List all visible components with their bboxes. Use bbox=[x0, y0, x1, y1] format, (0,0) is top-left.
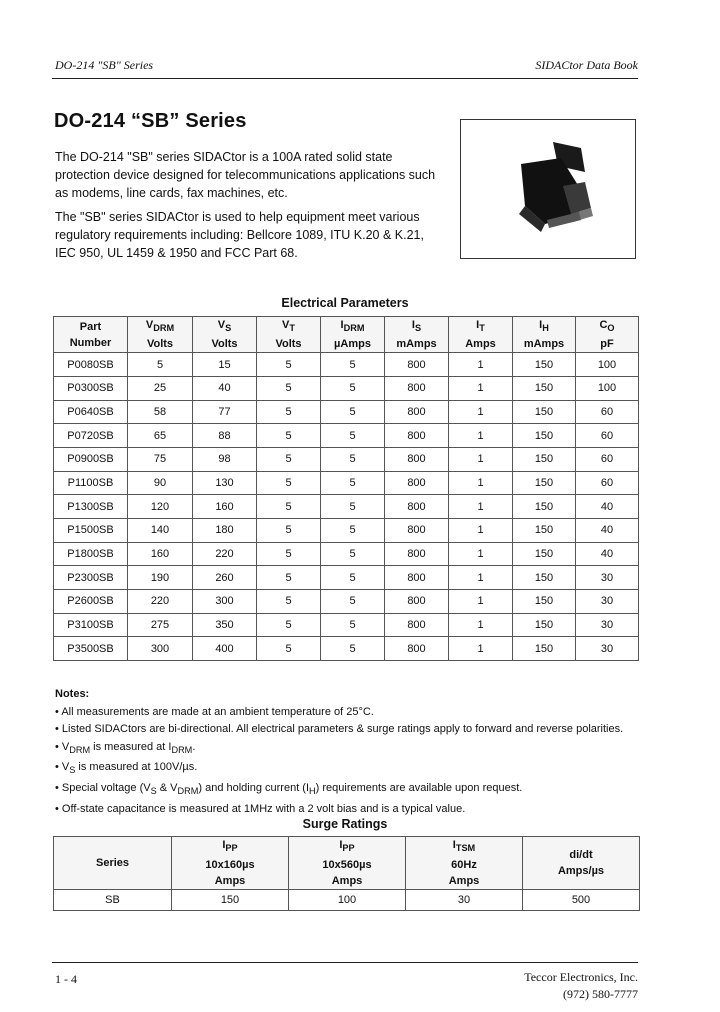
table-cell: 150 bbox=[513, 447, 576, 471]
table-cell: 5 bbox=[321, 590, 385, 614]
table-cell: 300 bbox=[193, 590, 257, 614]
table-cell: 5 bbox=[257, 353, 321, 377]
table-cell: 1 bbox=[449, 495, 513, 519]
table-cell: 1 bbox=[449, 353, 513, 377]
table-cell: 150 bbox=[172, 890, 289, 911]
table-cell: 5 bbox=[257, 471, 321, 495]
table-cell: 5 bbox=[257, 566, 321, 590]
surge-header-row bbox=[54, 837, 640, 890]
company-name: Teccor Electronics, Inc. bbox=[524, 970, 638, 984]
table-row bbox=[54, 637, 639, 661]
table-cell: 30 bbox=[576, 566, 639, 590]
table-cell: 150 bbox=[513, 353, 576, 377]
table-cell: 190 bbox=[128, 566, 193, 590]
table-cell: 1 bbox=[449, 542, 513, 566]
running-header-right: SIDACtor Data Book bbox=[535, 58, 638, 72]
smd-package-image bbox=[461, 120, 635, 258]
table-cell: 140 bbox=[128, 519, 193, 543]
table-row bbox=[54, 495, 639, 519]
electrical-parameters-table bbox=[53, 316, 639, 661]
page-title: DO-214 “SB” Series bbox=[54, 110, 247, 132]
company-phone: (972) 580-7777 bbox=[563, 987, 638, 1001]
note-item: • Off-state capacitance is measured at 1MHz with a 2 volt bias and is a typical value. bbox=[55, 802, 466, 815]
table-cell: 800 bbox=[385, 613, 449, 637]
table-cell: 800 bbox=[385, 566, 449, 590]
table-cell: 800 bbox=[385, 471, 449, 495]
table-cell: 800 bbox=[385, 353, 449, 377]
table-row bbox=[54, 376, 639, 400]
note-item: • Special voltage ($V_S$ & $V_{DRM}$) and holding current $(I_H)$ requirements are available upon request. bbox=[55, 781, 523, 797]
table-row bbox=[54, 471, 639, 495]
column-header: Series bbox=[54, 837, 172, 890]
table-cell: 5 bbox=[321, 400, 385, 424]
table-cell: SB bbox=[54, 890, 172, 911]
table-cell: 220 bbox=[193, 542, 257, 566]
table-cell: 5 bbox=[257, 519, 321, 543]
table-cell: 5 bbox=[321, 424, 385, 448]
table-row bbox=[54, 890, 640, 911]
table-row bbox=[54, 353, 639, 377]
table-cell: 150 bbox=[513, 542, 576, 566]
table-cell: 1 bbox=[449, 519, 513, 543]
table-cell: 30 bbox=[576, 590, 639, 614]
table-cell: 1 bbox=[449, 376, 513, 400]
table-cell: 5 bbox=[257, 400, 321, 424]
table-cell: 5 bbox=[257, 495, 321, 519]
part-number-cell: P0080SB bbox=[54, 353, 128, 377]
table-cell: 120 bbox=[128, 495, 193, 519]
table-row bbox=[54, 613, 639, 637]
surge-ratings-table bbox=[53, 836, 640, 911]
table-cell: 130 bbox=[193, 471, 257, 495]
table-cell: 1 bbox=[449, 566, 513, 590]
table-cell: 1 bbox=[449, 637, 513, 661]
part-number-cell: P0900SB bbox=[54, 447, 128, 471]
table-cell: 5 bbox=[257, 590, 321, 614]
table-cell: 60 bbox=[576, 400, 639, 424]
table-cell: 150 bbox=[513, 613, 576, 637]
table-cell: 15 bbox=[193, 353, 257, 377]
table-cell: 800 bbox=[385, 424, 449, 448]
table-cell: 58 bbox=[128, 400, 193, 424]
note-item: • Listed SIDACtors are bi-directional. All electrical parameters & surge ratings apply to forward and reverse polarities. bbox=[55, 723, 624, 735]
column-header: $I_S$ mAmps bbox=[385, 317, 449, 353]
part-number-cell: P2300SB bbox=[54, 566, 128, 590]
column-header: $I_{DRM}$ µAmps bbox=[321, 317, 385, 353]
table-cell: 5 bbox=[321, 566, 385, 590]
table-cell: 150 bbox=[513, 495, 576, 519]
intro-paragraph-2: The "SB" series SIDACtor is used to help equipment meet various regulatory requirements including: Bellcore 1089, ITU K.20 & K.21, IEC 950, UL 1459 & 1950 and FCC Part 68. bbox=[55, 210, 424, 260]
table-cell: 40 bbox=[576, 519, 639, 543]
table-cell: 60 bbox=[576, 424, 639, 448]
footer-rule bbox=[52, 962, 638, 963]
part-number-cell: P3100SB bbox=[54, 613, 128, 637]
table-cell: 800 bbox=[385, 542, 449, 566]
table-cell: 60 bbox=[576, 447, 639, 471]
column-header: di/dt Amps/µs bbox=[523, 837, 640, 890]
table-row bbox=[54, 400, 639, 424]
part-number-cell: P1500SB bbox=[54, 519, 128, 543]
table-cell: 275 bbox=[128, 613, 193, 637]
column-header: $V_{DRM}$ Volts bbox=[128, 317, 193, 353]
table-cell: 90 bbox=[128, 471, 193, 495]
table-cell: 5 bbox=[321, 637, 385, 661]
table-cell: 350 bbox=[193, 613, 257, 637]
table-cell: 160 bbox=[193, 495, 257, 519]
table-cell: 150 bbox=[513, 566, 576, 590]
table-cell: 40 bbox=[576, 542, 639, 566]
table-cell: 500 bbox=[523, 890, 640, 911]
table-cell: 5 bbox=[257, 542, 321, 566]
table-cell: 5 bbox=[321, 519, 385, 543]
electrical-header-row bbox=[54, 317, 639, 353]
column-header: $I_{TSM}$ 60Hz Amps bbox=[406, 837, 523, 890]
table-cell: 30 bbox=[406, 890, 523, 911]
table-cell: 180 bbox=[193, 519, 257, 543]
table-cell: 1 bbox=[449, 400, 513, 424]
notes bbox=[55, 686, 655, 818]
table-cell: 5 bbox=[321, 471, 385, 495]
table-cell: 150 bbox=[513, 519, 576, 543]
table-cell: 220 bbox=[128, 590, 193, 614]
table-row bbox=[54, 424, 639, 448]
table-cell: 100 bbox=[576, 353, 639, 377]
table-row bbox=[54, 519, 639, 543]
header-rule bbox=[52, 78, 638, 79]
table-cell: 75 bbox=[128, 447, 193, 471]
running-header-left: DO-214 "SB" Series bbox=[55, 58, 154, 72]
table-cell: 1 bbox=[449, 613, 513, 637]
table-row bbox=[54, 542, 639, 566]
column-header: $V_T$ Volts bbox=[257, 317, 321, 353]
table-cell: 5 bbox=[321, 542, 385, 566]
part-number-cell: P0300SB bbox=[54, 376, 128, 400]
table-cell: 1 bbox=[449, 471, 513, 495]
table-cell: 40 bbox=[193, 376, 257, 400]
note-item: • All measurements are made at an ambient temperature of 25°C. bbox=[55, 705, 374, 718]
note-item: • $V_S$ is measured at 100V/µs. bbox=[55, 761, 198, 776]
table-cell: 5 bbox=[321, 376, 385, 400]
table-cell: 25 bbox=[128, 376, 193, 400]
table-cell: 100 bbox=[289, 890, 406, 911]
table-cell: 30 bbox=[576, 613, 639, 637]
table-cell: 800 bbox=[385, 519, 449, 543]
part-number-cell: P1100SB bbox=[54, 471, 128, 495]
table-cell: 150 bbox=[513, 471, 576, 495]
table-cell: 260 bbox=[193, 566, 257, 590]
table-cell: 150 bbox=[513, 424, 576, 448]
table-cell: 5 bbox=[257, 447, 321, 471]
table-cell: 800 bbox=[385, 400, 449, 424]
table-cell: 77 bbox=[193, 400, 257, 424]
table-cell: 40 bbox=[576, 495, 639, 519]
part-number-cell: P1300SB bbox=[54, 495, 128, 519]
electrical-parameters-title: Electrical Parameters bbox=[281, 296, 409, 310]
part-number-cell: P1800SB bbox=[54, 542, 128, 566]
notes-title: Notes: bbox=[55, 688, 90, 700]
table-cell: 30 bbox=[576, 637, 639, 661]
table-cell: 150 bbox=[513, 590, 576, 614]
device-photo bbox=[460, 119, 636, 259]
column-header: $I_H$ mAmps bbox=[513, 317, 576, 353]
table-cell: 150 bbox=[513, 376, 576, 400]
part-number-cell: P2600SB bbox=[54, 590, 128, 614]
surge-ratings-title: Surge Ratings bbox=[302, 817, 388, 831]
column-header: $I_T$ Amps bbox=[449, 317, 513, 353]
page-number: 1 - 4 bbox=[55, 972, 77, 986]
table-cell: 1 bbox=[449, 590, 513, 614]
table-cell: 300 bbox=[128, 637, 193, 661]
table-cell: 100 bbox=[576, 376, 639, 400]
table-cell: 150 bbox=[513, 637, 576, 661]
table-cell: 5 bbox=[257, 637, 321, 661]
table-cell: 5 bbox=[257, 376, 321, 400]
table-cell: 800 bbox=[385, 590, 449, 614]
part-number-cell: P0720SB bbox=[54, 424, 128, 448]
intro-paragraph-1: The DO-214 "SB" series SIDACtor is a 100A rated solid state protection device designed for telecommunications applications such as modems, line cards, fax machines, etc. bbox=[55, 150, 436, 200]
table-cell: 400 bbox=[193, 637, 257, 661]
table-cell: 65 bbox=[128, 424, 193, 448]
table-cell: 5 bbox=[257, 424, 321, 448]
table-cell: 5 bbox=[321, 353, 385, 377]
table-row bbox=[54, 447, 639, 471]
table-cell: 150 bbox=[513, 400, 576, 424]
column-header: $V_S$ Volts bbox=[193, 317, 257, 353]
table-row bbox=[54, 590, 639, 614]
table-cell: 60 bbox=[576, 471, 639, 495]
table-cell: 5 bbox=[321, 613, 385, 637]
table-cell: 5 bbox=[128, 353, 193, 377]
table-cell: 800 bbox=[385, 447, 449, 471]
part-number-cell: P0640SB bbox=[54, 400, 128, 424]
table-cell: 1 bbox=[449, 447, 513, 471]
table-cell: 88 bbox=[193, 424, 257, 448]
table-cell: 5 bbox=[321, 447, 385, 471]
table-cell: 1 bbox=[449, 424, 513, 448]
table-cell: 800 bbox=[385, 637, 449, 661]
table-cell: 800 bbox=[385, 495, 449, 519]
column-header: Part Number bbox=[54, 317, 128, 353]
table-cell: 5 bbox=[257, 613, 321, 637]
column-header: $I_{PP}$ 10x560µs Amps bbox=[289, 837, 406, 890]
part-number-cell: P3500SB bbox=[54, 637, 128, 661]
column-header: $C_O$ pF bbox=[576, 317, 639, 353]
note-item: • $V_{DRM}$ is measured at $I_{DRM}$. bbox=[55, 740, 196, 755]
table-cell: 160 bbox=[128, 542, 193, 566]
table-cell: 5 bbox=[321, 495, 385, 519]
table-cell: 800 bbox=[385, 376, 449, 400]
table-cell: 98 bbox=[193, 447, 257, 471]
column-header: $I_{PP}$ 10x160µs Amps bbox=[172, 837, 289, 890]
table-row bbox=[54, 566, 639, 590]
